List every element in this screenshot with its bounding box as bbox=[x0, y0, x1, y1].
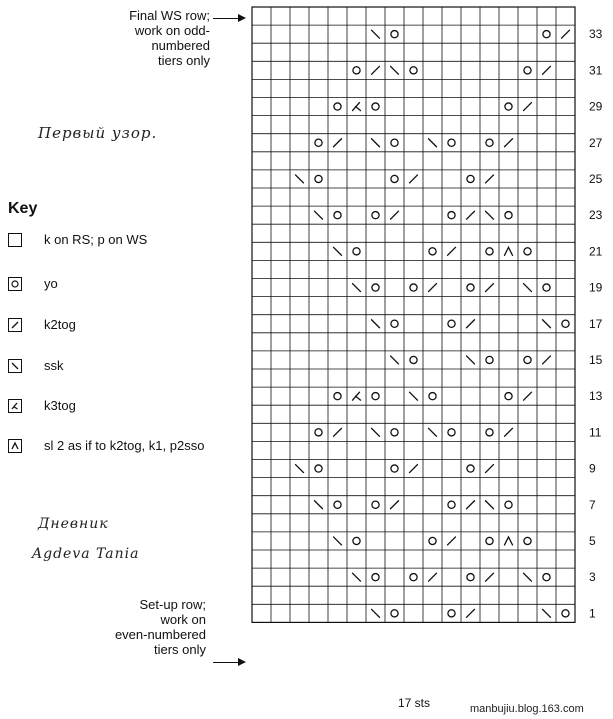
watermark: manbujiu.blog.163.com bbox=[470, 703, 584, 715]
row-number: 13 bbox=[589, 389, 603, 404]
k2tog-symbol bbox=[410, 175, 418, 183]
yo-symbol bbox=[467, 574, 474, 581]
yo-symbol bbox=[372, 574, 379, 581]
yo-symbol bbox=[334, 103, 341, 110]
k2tog-symbol bbox=[486, 284, 494, 292]
ssk-symbol bbox=[372, 320, 380, 328]
row-number: 1 bbox=[589, 606, 596, 621]
yo-symbol bbox=[334, 501, 341, 508]
yo-symbol bbox=[543, 31, 550, 38]
key-label: sl 2 as if to k2tog, k1, p2sso bbox=[44, 438, 205, 453]
key-label: k3tog bbox=[44, 398, 76, 413]
yo-symbol bbox=[334, 393, 341, 400]
key-label: k2tog bbox=[44, 317, 76, 332]
row-number: 33 bbox=[589, 27, 603, 42]
k2tog-symbol bbox=[486, 465, 494, 473]
key-title: Key bbox=[8, 200, 38, 217]
knit-icon bbox=[8, 233, 22, 247]
author-script: Agdeva Tania bbox=[32, 546, 140, 562]
ssk-symbol bbox=[429, 139, 437, 147]
row-number: 3 bbox=[589, 570, 596, 585]
ssk-symbol bbox=[334, 247, 342, 255]
yo-symbol bbox=[467, 465, 474, 472]
chart-grid bbox=[252, 7, 575, 622]
yo-symbol bbox=[372, 284, 379, 291]
yo-symbol bbox=[315, 139, 322, 146]
ssk-symbol bbox=[296, 175, 304, 183]
chart-symbols bbox=[296, 30, 570, 617]
yo-symbol bbox=[410, 574, 417, 581]
yarn-over-icon bbox=[8, 277, 22, 291]
ssk-symbol bbox=[372, 30, 380, 38]
key-item-k3tog bbox=[8, 398, 76, 413]
k2tog-symbol bbox=[486, 175, 494, 183]
k2tog-symbol bbox=[448, 247, 456, 255]
yo-symbol bbox=[467, 175, 474, 182]
ssk-symbol bbox=[410, 392, 418, 400]
row-number: 9 bbox=[589, 461, 596, 476]
k3tog-symbol bbox=[353, 103, 361, 111]
ssk-symbol bbox=[353, 573, 361, 581]
arrow-right-icon bbox=[238, 658, 246, 666]
note-line: work on odd- bbox=[134, 23, 210, 38]
ssk-symbol bbox=[315, 211, 323, 219]
yo-symbol bbox=[543, 284, 550, 291]
yo-symbol bbox=[391, 320, 398, 327]
yo-symbol bbox=[372, 501, 379, 508]
yo-symbol bbox=[467, 284, 474, 291]
yo-symbol bbox=[391, 31, 398, 38]
k2tog-symbol bbox=[467, 609, 475, 617]
yo-symbol bbox=[562, 610, 569, 617]
arrow-right-icon bbox=[238, 14, 246, 22]
pattern-title-script: Первый узор. bbox=[38, 124, 158, 142]
note-line: Set-up row; bbox=[139, 597, 206, 612]
note-line: numbered bbox=[151, 38, 210, 53]
ssk-symbol bbox=[524, 573, 532, 581]
yo-symbol bbox=[410, 284, 417, 291]
yo-symbol bbox=[391, 610, 398, 617]
yo-symbol bbox=[372, 103, 379, 110]
key-item-ssk bbox=[8, 358, 64, 373]
k2tog-symbol bbox=[467, 501, 475, 509]
yo-symbol bbox=[353, 248, 360, 255]
yo-symbol bbox=[315, 175, 322, 182]
yo-symbol bbox=[505, 393, 512, 400]
yo-symbol bbox=[410, 356, 417, 363]
k2tog-symbol bbox=[372, 66, 380, 74]
yo-symbol bbox=[562, 320, 569, 327]
ssk-symbol bbox=[467, 356, 475, 364]
yo-symbol bbox=[486, 429, 493, 436]
row-number: 27 bbox=[589, 135, 603, 150]
ssk-symbol bbox=[334, 537, 342, 545]
row-number: 15 bbox=[589, 352, 603, 367]
yo-symbol bbox=[524, 356, 531, 363]
yo-symbol bbox=[505, 103, 512, 110]
yo-symbol bbox=[524, 67, 531, 74]
yo-symbol bbox=[448, 139, 455, 146]
row-number: 29 bbox=[589, 99, 603, 114]
k2tog-symbol bbox=[448, 537, 456, 545]
yo-symbol bbox=[429, 537, 436, 544]
ssk-symbol bbox=[391, 356, 399, 364]
ssk-symbol bbox=[486, 211, 494, 219]
yo-symbol bbox=[372, 212, 379, 219]
key-item-s2kp bbox=[8, 438, 204, 453]
yo-symbol bbox=[353, 67, 360, 74]
row-number: 23 bbox=[589, 208, 603, 223]
k2tog-symbol bbox=[524, 103, 532, 111]
k3tog-symbol bbox=[353, 392, 361, 400]
yo-symbol bbox=[486, 139, 493, 146]
ssk-symbol bbox=[524, 284, 532, 292]
key-item-yo bbox=[8, 276, 58, 291]
row-numbers bbox=[589, 27, 603, 620]
row-number: 5 bbox=[589, 533, 596, 548]
ssk-symbol bbox=[543, 320, 551, 328]
diary-script: Дневник bbox=[38, 516, 109, 532]
k2tog-symbol bbox=[543, 356, 551, 364]
yo-symbol bbox=[505, 212, 512, 219]
yo-symbol bbox=[486, 356, 493, 363]
set-up-row-note bbox=[40, 597, 206, 657]
k2tog-symbol bbox=[543, 66, 551, 74]
yo-symbol bbox=[315, 465, 322, 472]
k2tog-symbol bbox=[334, 139, 342, 147]
yo-symbol bbox=[448, 212, 455, 219]
yo-symbol bbox=[505, 501, 512, 508]
k2tog-symbol bbox=[467, 320, 475, 328]
stitch-count: 17 sts bbox=[397, 696, 430, 710]
yo-symbol bbox=[524, 248, 531, 255]
yo-symbol bbox=[429, 248, 436, 255]
note-line: work on bbox=[160, 612, 206, 627]
yo-symbol bbox=[353, 537, 360, 544]
k2tog-symbol bbox=[467, 211, 475, 219]
k2tog-symbol bbox=[505, 139, 513, 147]
key-label: ssk bbox=[44, 358, 64, 373]
k2tog-symbol bbox=[562, 30, 570, 38]
yo-symbol bbox=[372, 393, 379, 400]
ssk-symbol bbox=[543, 609, 551, 617]
ssk-symbol bbox=[391, 66, 399, 74]
row-number: 11 bbox=[589, 425, 602, 440]
k2tog-symbol bbox=[429, 573, 437, 581]
yo-symbol bbox=[391, 175, 398, 182]
ssk-symbol bbox=[429, 428, 437, 436]
ssk-symbol bbox=[372, 428, 380, 436]
k2tog-symbol bbox=[391, 211, 399, 219]
ssk-symbol bbox=[486, 501, 494, 509]
row-number: 31 bbox=[589, 63, 603, 78]
yo-symbol bbox=[543, 574, 550, 581]
yo-symbol bbox=[448, 429, 455, 436]
key-label: k on RS; p on WS bbox=[44, 232, 148, 247]
row-number: 21 bbox=[589, 244, 603, 259]
s2kp-symbol bbox=[505, 537, 513, 545]
k2tog-symbol bbox=[410, 465, 418, 473]
yo-symbol bbox=[391, 465, 398, 472]
k3tog-icon bbox=[8, 399, 22, 413]
yo-symbol bbox=[334, 212, 341, 219]
k2tog-symbol bbox=[391, 501, 399, 509]
yo-symbol bbox=[391, 429, 398, 436]
yo-symbol bbox=[448, 501, 455, 508]
yo-symbol bbox=[410, 67, 417, 74]
key-label: yo bbox=[44, 276, 58, 291]
k2tog-symbol bbox=[524, 392, 532, 400]
ssk-symbol bbox=[372, 139, 380, 147]
ssk-icon bbox=[8, 359, 22, 373]
key-item-knit bbox=[8, 232, 147, 247]
k2tog-icon bbox=[8, 318, 22, 332]
ssk-symbol bbox=[353, 284, 361, 292]
yo-symbol bbox=[315, 429, 322, 436]
s2kp-symbol bbox=[505, 247, 513, 255]
yo-symbol bbox=[448, 320, 455, 327]
note-line: Final WS row; bbox=[129, 8, 210, 23]
yo-symbol bbox=[486, 248, 493, 255]
row-number: 25 bbox=[589, 171, 603, 186]
arrow-line-top bbox=[213, 18, 239, 19]
yo-symbol bbox=[486, 537, 493, 544]
row-number: 17 bbox=[589, 316, 603, 331]
yo-symbol bbox=[429, 393, 436, 400]
note-line: tiers only bbox=[157, 53, 210, 68]
k2tog-symbol bbox=[429, 284, 437, 292]
row-number: 19 bbox=[589, 280, 603, 295]
yo-symbol bbox=[391, 139, 398, 146]
k2tog-symbol bbox=[505, 428, 513, 436]
k2tog-symbol bbox=[334, 428, 342, 436]
k2tog-symbol bbox=[486, 573, 494, 581]
final-ws-row-note bbox=[40, 8, 210, 68]
key-item-k2tog bbox=[8, 317, 76, 332]
arrow-line-bottom bbox=[213, 662, 239, 663]
note-line: even-numbered bbox=[114, 627, 206, 642]
yo-symbol bbox=[448, 610, 455, 617]
ssk-symbol bbox=[296, 465, 304, 473]
s2kp-icon bbox=[8, 439, 22, 453]
ssk-symbol bbox=[315, 501, 323, 509]
ssk-symbol bbox=[372, 609, 380, 617]
yo-symbol bbox=[524, 537, 531, 544]
row-number: 7 bbox=[589, 497, 596, 512]
note-line: tiers only bbox=[153, 642, 206, 657]
